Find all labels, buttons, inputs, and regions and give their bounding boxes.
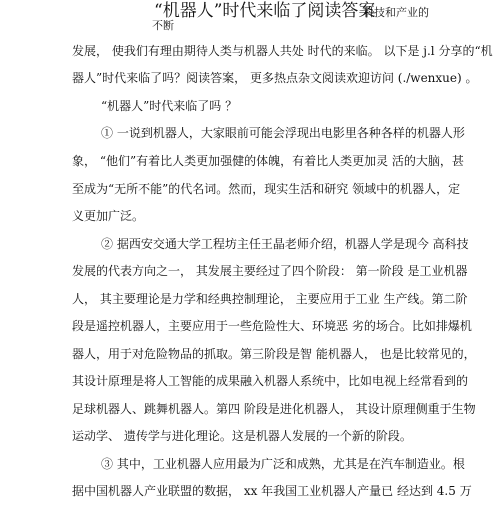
paragraph-line: 至成为“无所不能”的代名词。然而，现实生活和研究 领域中的机器人，定 — [72, 182, 461, 196]
paragraph-line: ① 一说到机器人，大家眼前可能会浮现出电影里各种各样的机器人形 — [101, 126, 465, 140]
paragraph-line: 据中国机器人产业联盟的数据， xx 年我国工业机器人产量已 经达到 4.5 万 — [72, 484, 472, 498]
paragraph-line: 器人，用于对危险物品的抓取。第三阶段是智 能机器人， 也是比较常见的， — [72, 347, 476, 361]
paragraph-line: 器人”时代来临了吗？阅读答案， 更多热点杂文阅读欢迎访问 (./wenxue) 。 — [72, 71, 478, 85]
paragraph-line: 段是遥控机器人，主要应用于一些危险性大、环境恶 劣的场合。比如排爆机 — [72, 319, 472, 333]
paragraph-line: 其设计原理是将人工智能的成果融入机器人系统中，比如电视上经常看到的 — [72, 374, 469, 388]
paragraph-line: 发展的代表方向之一， 其发展主要经过了四个阶段： 第一阶段 是工业机器 — [72, 264, 468, 278]
paragraph-line: ③ 其中，工业机器人应用最为广泛和成熟，尤其是在汽车制造业。根 — [101, 457, 465, 471]
title-continuation: 科技和产业的 — [363, 6, 429, 19]
paragraph-line: 运动学、 遗传学与进化理论。这是机器人发展的一个新的阶段。 — [72, 429, 412, 443]
paragraph-line: 足球机器人、跳舞机器人。第四 阶段是进化机器人， 其设计原理侧重于生物 — [72, 402, 476, 416]
paragraph-line: ② 据西安交通大学工程坊主任王晶老师介绍，机器人学是现今 高科技 — [101, 237, 469, 251]
paragraph-line: 发展， 使我们有理由期待人类与机器人共处 时代的来临。 以下是 j.l 分享的“机 — [72, 44, 493, 58]
paragraph-line: 人， 其主要理论是力学和经典控制理论， 主要应用于工业 生产线。第二阶 — [72, 292, 468, 306]
paragraph-line: 义更加广泛。 — [72, 209, 145, 223]
article-title: “机器人”时代来临了阅读答案 — [154, 1, 376, 21]
paragraph-line: 象， “他们”有着比人类更加强健的体魄，有着比人类更加灵 活的大脑，甚 — [72, 154, 464, 168]
subheading: “机器人”时代来临了吗 ？ — [101, 99, 238, 113]
title-wrapped-text: 不断 — [152, 19, 174, 32]
